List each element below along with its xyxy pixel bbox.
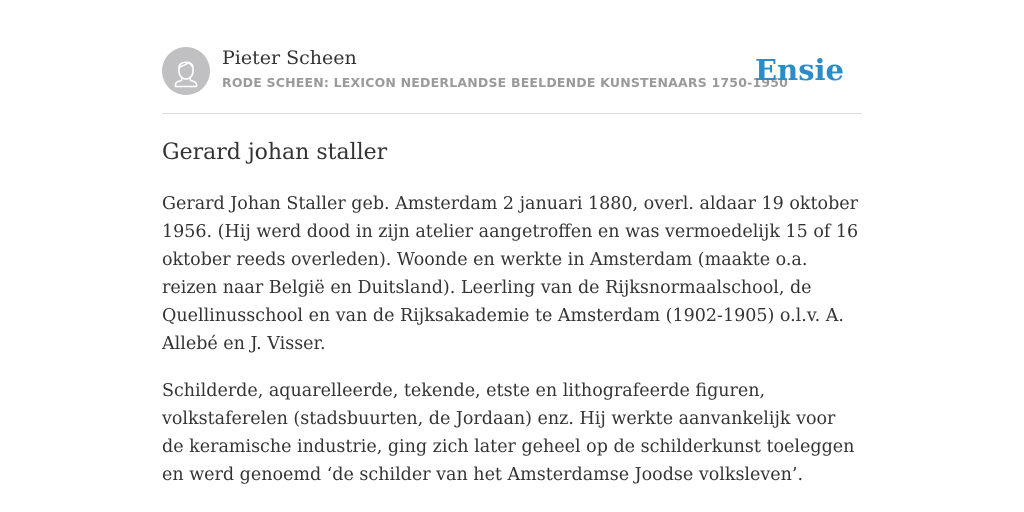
article-paragraph: Gerard Johan Staller geb. Amsterdam 2 januari 1880, overl. aldaar 19 oktober 1956. (Hij werd dood in zijn atelier aangetroffen en was vermoedelijk 15 of 16 oktober reeds overleden). Woonde en werkte in Amsterdam (maakte o.a. reizen naar België en Duitsland). Leerling van de Rijksnormaalschool, de Quellinusschool en van de Rijksakademie te Amsterdam (1902-1905) o.l.v. A. Allebé en J. Visser. — [162, 194, 859, 354]
brand-logo[interactable]: Ensie — [755, 53, 844, 87]
article-title: Gerard johan staller — [162, 140, 388, 165]
source-title[interactable]: RODE SCHEEN: LEXICON NEDERLANDSE BEELDENDE KUNSTENAARS 1750-1950 — [222, 75, 789, 90]
article-paragraph: Schilderde, aquarelleerde, tekende, etste en lithografeerde figuren, volkstaferelen (stadsbuurten, de Jordaan) enz. Hij werkte aanvankelijk voor de keramische industrie, ging zich later geheel op de schilderkunst toeleggen en werd genoemd ‘de schilder van het Amsterdamse Joodse volksleven’. — [162, 381, 855, 485]
author-name[interactable]: Pieter Scheen — [222, 47, 357, 69]
author-avatar[interactable] — [162, 47, 210, 95]
article-header — [162, 46, 862, 114]
user-icon — [162, 47, 210, 95]
article-body — [162, 190, 862, 508]
